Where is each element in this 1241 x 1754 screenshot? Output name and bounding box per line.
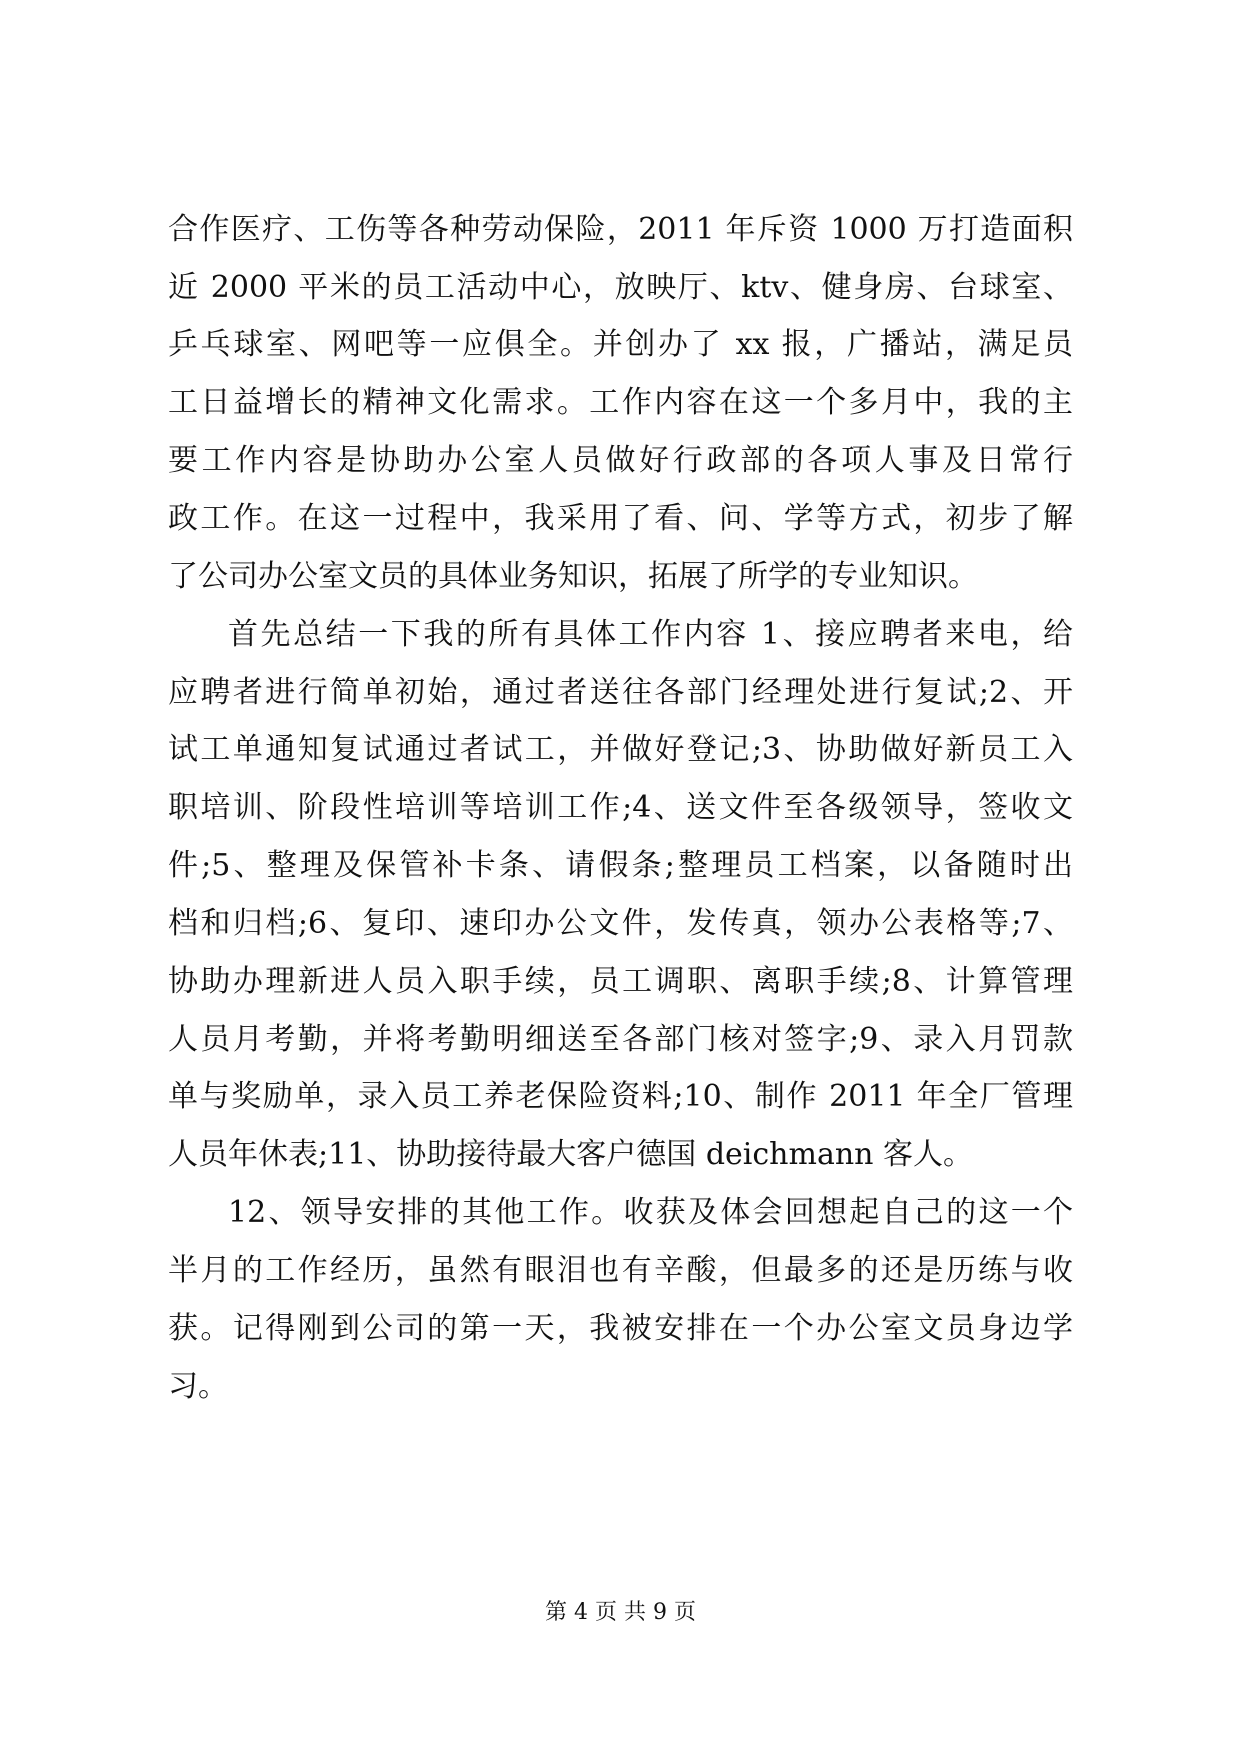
text-line: 协助办理新进人员入职手续，员工调职、离职手续;8、计算管理 xyxy=(168,964,1073,999)
text-line: 首先总结一下我的所有具体工作内容 1、接应聘者来电，给 xyxy=(228,617,1073,652)
text-line: 应聘者进行简单初始，通过者送往各部门经理处进行复试;2、开 xyxy=(168,675,1073,710)
text-line: 近 2000 平米的员工活动中心，放映厅、ktv、健身房、台球室、 xyxy=(168,270,1073,305)
text-line: 习。 xyxy=(168,1369,228,1404)
text-line: 获。记得刚到公司的第一天，我被安排在一个办公室文员身边学 xyxy=(168,1311,1073,1346)
text-line: 试工单通知复试通过者试工，并做好登记;3、协助做好新员工入 xyxy=(168,732,1073,767)
page-footer: 第 4 页 共 9 页 xyxy=(545,1600,696,1625)
text-line: 政工作。在这一过程中，我采用了看、问、学等方式，初步了解 xyxy=(168,501,1073,536)
text-line: 半月的工作经历，虽然有眼泪也有辛酸，但最多的还是历练与收 xyxy=(168,1253,1073,1288)
text-line: 人员月考勤，并将考勤明细送至各部门核对签字;9、录入月罚款 xyxy=(168,1022,1073,1057)
text-line: 合作医疗、工伤等各种劳动保险，2011 年斥资 1000 万打造面积 xyxy=(168,212,1073,247)
text-line: 了公司办公室文员的具体业务知识，拓展了所学的专业知识。 xyxy=(168,559,978,594)
text-line: 人员年休表;11、协助接待最大客户德国 deichmann 客人。 xyxy=(168,1137,974,1172)
text-line: 件;5、整理及保管补卡条、请假条;整理员工档案，以备随时出 xyxy=(168,848,1073,883)
text-line: 档和归档;6、复印、速印办公文件，发传真，领办公表格等;7、 xyxy=(168,906,1073,941)
text-line: 12、领导安排的其他工作。收获及体会回想起自己的这一个 xyxy=(228,1195,1073,1230)
text-line: 要工作内容是协助办公室人员做好行政部的各项人事及日常行 xyxy=(168,443,1073,478)
text-line: 工日益增长的精神文化需求。工作内容在这一个多月中，我的主 xyxy=(168,385,1073,420)
text-line: 乒乓球室、网吧等一应俱全。并创办了 xx 报，广播站，满足员 xyxy=(168,327,1073,362)
text-line: 单与奖励单，录入员工养老保险资料;10、制作 2011 年全厂管理 xyxy=(168,1079,1073,1114)
text-line: 职培训、阶段性培训等培训工作;4、送文件至各级领导，签收文 xyxy=(168,790,1073,825)
